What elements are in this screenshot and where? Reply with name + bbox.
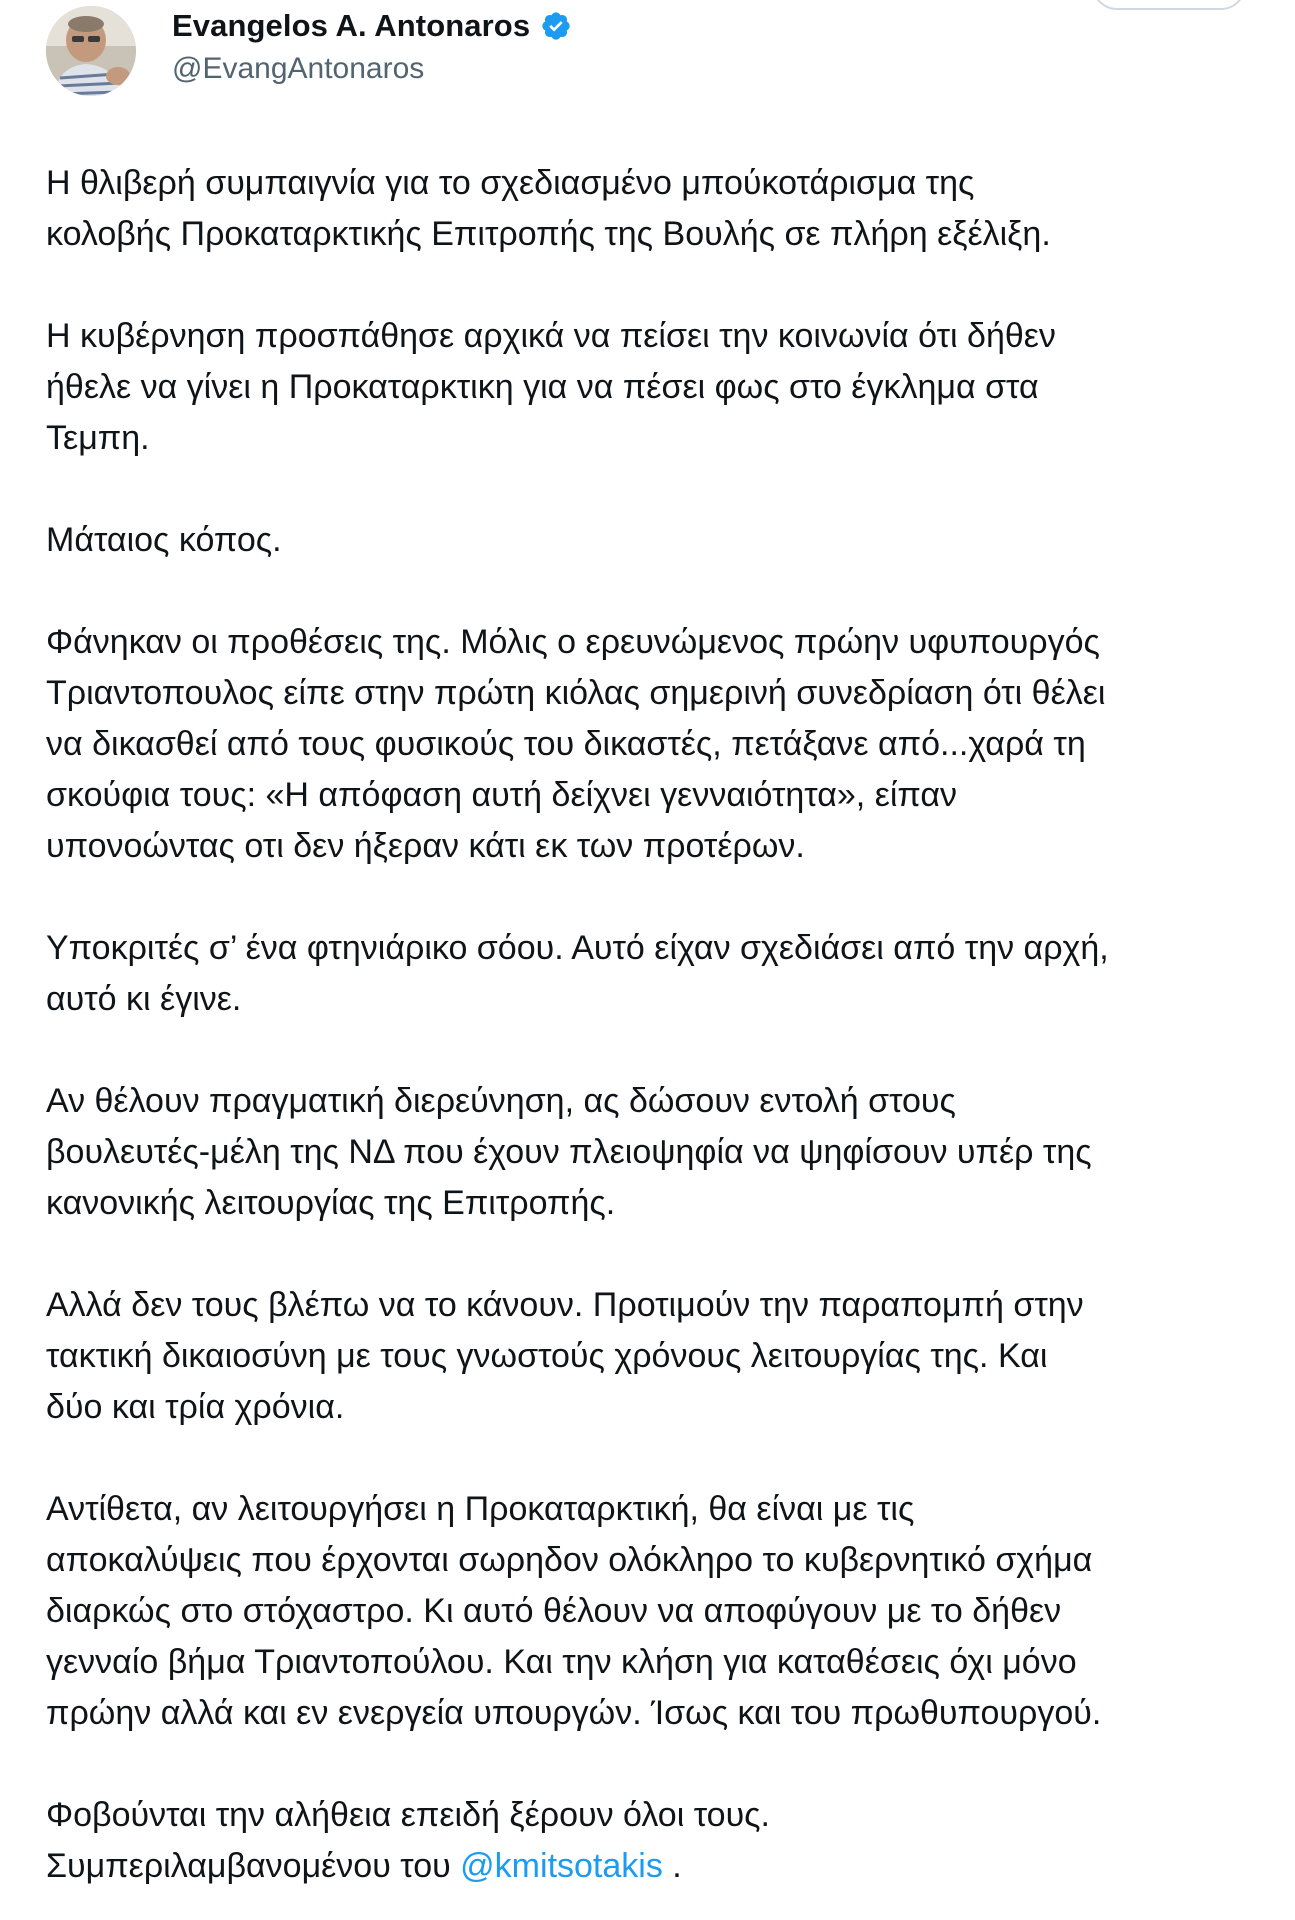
tweet-last-suffix: . [662, 1847, 682, 1885]
name-row [172, 6, 572, 46]
tweet-paragraph: Αλλά δεν τους βλέπω να το κάνουν. Προτιμούν την παραπομπή στην τακτική δικαιοσύνη με τους γνωστούς χρόνους λειτουργίας της. Και δύο και τρία χρόνια. [46, 1286, 1084, 1426]
follow-button[interactable] [1092, 0, 1246, 10]
avatar-image [46, 6, 136, 96]
tweet-paragraph: Υποκριτές σ’ ένα φτηνιάρικο σόου. Αυτό είχαν σχεδιάσει από την αρχή, αυτό κι έγινε. [46, 929, 1109, 1018]
tweet-paragraph: Μάταιος κόπος. [46, 521, 282, 559]
verified-badge-icon[interactable] [540, 10, 572, 42]
display-name[interactable]: Evangelos A. Antonaros [172, 8, 531, 43]
handle[interactable]: @EvangAntonaros [172, 52, 425, 85]
tweet-paragraph: Αν θέλουν πραγματική διερεύνηση, ας δώσουν εντολή στους βουλευτές-μέλη της ΝΔ που έχουν πλειοψηφία να ψηφίσουν υπέρ της κανονικής λειτουργίας της Επιτροπής. [46, 1082, 1092, 1222]
tweet-paragraph: Αντίθετα, αν λειτουργήσει η Προκαταρκτική, θα είναι με τις αποκαλύψεις που έρχονται σωρηδον ολόκληρο το κυβερνητικό σχήμα διαρκώς στο στόχαστρο. Κι αυτό θέλουν να αποφύγουν με το δήθεν γενναίο βήμα Τριαντοπούλου. Και την κλήση για καταθέσεις όχι μόνο πρώην αλλά και εν ενεργεία υπουργών. Ίσως και του πρωθυπουργού. [46, 1490, 1102, 1732]
tweet-text [46, 158, 1276, 1892]
tweet-paragraph: Η κυβέρνηση προσπάθησε αρχικά να πείσει την κοινωνία ότι δήθεν ήθελε να γίνει η Προκαταρκτικη για να πέσει φως στο έγκλημα στα Τεμπη. [46, 317, 1056, 457]
tweet-last-line-1: Φοβούνται την αλήθεια επειδή ξέρουν όλοι τους. [46, 1796, 770, 1834]
author-info [172, 6, 572, 86]
tweet-header [46, 0, 1246, 110]
tweet-paragraph: Φάνηκαν οι προθέσεις της. Μόλις ο ερευνώμενος πρώην υφυπουργός Τριαντοπουλος είπε στην πρώτη κιόλας σημερινή συνεδρίαση ότι θέλει να δικασθεί από τους φυσικούς του δικαστές, πετάξανε από...χαρά τη σκούφια τους: «Η απόφαση αυτή δείχνει γενναιότητα», είπαν υπονοώντας οτι δεν ήξεραν κάτι εκ των προτέρων. [46, 623, 1106, 865]
tweet-paragraph: Η θλιβερή συμπαιγνία για το σχεδιασμένο μπούκοτάρισμα της κολοβής Προκαταρκτικής Επιτροπής της Βουλής σε πλήρη εξέλιξη. [46, 164, 1051, 253]
mention-link[interactable]: @kmitsotakis [460, 1847, 663, 1885]
avatar[interactable] [46, 6, 136, 96]
tweet-last-paragraph [46, 1790, 1276, 1892]
tweet-last-line-2-prefix: Συμπεριλαμβανομένου του [46, 1847, 461, 1885]
